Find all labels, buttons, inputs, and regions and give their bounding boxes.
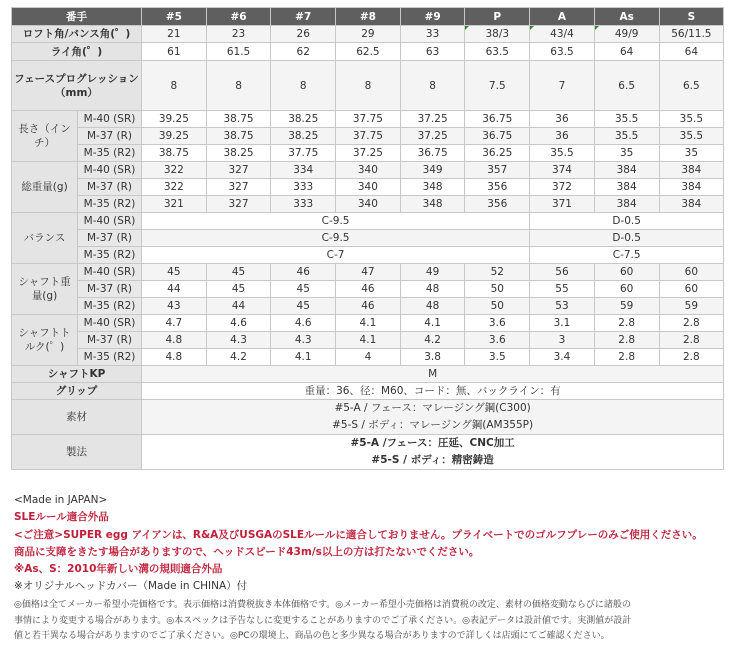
cell: 38.25 <box>271 111 336 128</box>
cell-balance-wedges: C-7.5 <box>530 247 724 264</box>
cell-balance-irons: C-9.5 <box>142 230 530 247</box>
cell-balance-irons: C-7 <box>142 247 530 264</box>
total-weight-row <box>12 196 724 213</box>
cell: 2.8 <box>594 332 659 349</box>
shaft-label: M-35 (R2) <box>78 298 142 315</box>
cell: 4.8 <box>142 349 207 366</box>
cell: 6.5 <box>659 61 724 111</box>
cell: 23 <box>206 26 271 43</box>
cell: 60 <box>594 264 659 281</box>
cell: 384 <box>594 196 659 213</box>
group-label-line1: シャフトト <box>18 327 71 339</box>
cell: 8 <box>400 61 465 111</box>
material-line1: #5-A / フェース：マレージング鋼(C300) <box>334 402 531 414</box>
cell: 3.5 <box>465 349 530 366</box>
shaft-label: M-37 (R) <box>78 179 142 196</box>
cell-flagged: 38/3 <box>465 26 530 43</box>
cell: 4.1 <box>336 315 401 332</box>
cell: 35.5 <box>659 111 724 128</box>
cell: 357 <box>465 162 530 179</box>
cell: 29 <box>336 26 401 43</box>
cell: 44 <box>206 298 271 315</box>
cell: 349 <box>400 162 465 179</box>
cell: 35 <box>594 145 659 162</box>
lie-row <box>12 43 724 61</box>
balance-row <box>12 213 724 230</box>
cell-wide <box>142 400 724 435</box>
groove-note: ※As、S：2010年新しい溝の規則適合外品 <box>14 563 223 576</box>
cell: 348 <box>400 179 465 196</box>
cell: 38.75 <box>142 145 207 162</box>
row-label: ロフト角/バンス角(゜) <box>12 26 142 43</box>
cell: 7 <box>530 61 595 111</box>
cell: 60 <box>659 281 724 298</box>
shaft-weight-row <box>12 281 724 298</box>
shaft-label: M-35 (R2) <box>78 349 142 366</box>
cell: 322 <box>142 162 207 179</box>
shaft-label: M-40 (SR) <box>78 315 142 332</box>
cell: 4.6 <box>206 315 271 332</box>
row-label: グリップ <box>12 383 142 400</box>
total-weight-row <box>12 162 724 179</box>
cell: 3.1 <box>530 315 595 332</box>
header-row <box>12 8 724 26</box>
notes-section <box>14 492 703 596</box>
cell: 327 <box>206 162 271 179</box>
spec-table <box>11 7 724 470</box>
length-row <box>12 145 724 162</box>
row-label: 素材 <box>12 400 142 435</box>
cell: 8 <box>336 61 401 111</box>
total-weight-row <box>12 179 724 196</box>
cell: 59 <box>594 298 659 315</box>
shaft-label: M-37 (R) <box>78 281 142 298</box>
cell: 38.25 <box>206 145 271 162</box>
cell: 327 <box>206 196 271 213</box>
group-label <box>12 264 78 315</box>
col-header: A <box>530 8 595 26</box>
shaft-label: M-40 (SR) <box>78 162 142 179</box>
balance-row <box>12 247 724 264</box>
cell-flagged: 43/4 <box>530 26 595 43</box>
cell: 327 <box>206 179 271 196</box>
row-label-line1: フェースプログレッション <box>14 72 139 85</box>
cell-balance-wedges: D-0.5 <box>530 230 724 247</box>
shaft-torque-row <box>12 349 724 366</box>
cell: 384 <box>659 179 724 196</box>
cell: 4.2 <box>206 349 271 366</box>
cell: 340 <box>336 162 401 179</box>
method-row <box>12 435 724 470</box>
cell: 64 <box>659 43 724 61</box>
group-label-line1: シャフト重 <box>18 276 71 288</box>
col-header: #6 <box>206 8 271 26</box>
shaft-label: M-35 (R2) <box>78 247 142 264</box>
cell: 62 <box>271 43 336 61</box>
cell: 3.8 <box>400 349 465 366</box>
made-in-note: <Made in JAPAN> <box>14 494 108 506</box>
cell: 4.1 <box>336 332 401 349</box>
sle-note: SLEルール適合外品 <box>14 511 109 524</box>
cell-balance-wedges: D-0.5 <box>530 213 724 230</box>
cell: 348 <box>400 196 465 213</box>
group-label-line2: ルク(゜) <box>24 341 65 353</box>
caution-note-2: 商品に支障をきたす場合がありますので、ヘッドスピード43m/s以上の方は打たないでください。 <box>14 545 480 558</box>
headcover-note: ※オリジナルヘッドカバー（Made in CHINA）付 <box>14 580 248 593</box>
cell: 4.8 <box>142 332 207 349</box>
cell-flagged: 49/9 <box>594 26 659 43</box>
fine-print-line: ◎価格は全てメーカー希望小売価格です。表示価格は消費税抜き本体価格です。◎メーカー希望小売価格は消費税の改定、素材の価格変動ならびに諸般の <box>14 600 631 610</box>
cell: 63 <box>400 43 465 61</box>
cell: 55 <box>530 281 595 298</box>
cell: 35.5 <box>594 128 659 145</box>
cell: 35 <box>659 145 724 162</box>
cell: 8 <box>206 61 271 111</box>
cell: 60 <box>594 281 659 298</box>
cell-wide <box>142 435 724 470</box>
cell: 39.25 <box>142 128 207 145</box>
cell: 340 <box>336 179 401 196</box>
cell: 4.1 <box>400 315 465 332</box>
cell: 372 <box>530 179 595 196</box>
shaft-label: M-35 (R2) <box>78 196 142 213</box>
cell: 7.5 <box>465 61 530 111</box>
cell: 4.6 <box>271 315 336 332</box>
cell: 37.25 <box>400 111 465 128</box>
cell: 4.1 <box>271 349 336 366</box>
cell: 35.5 <box>594 111 659 128</box>
method-line2: #5-S / ボディ：精密鋳造 <box>371 454 494 466</box>
balance-row <box>12 230 724 247</box>
length-row <box>12 111 724 128</box>
face-progression-row <box>12 61 724 111</box>
cell: 56 <box>530 264 595 281</box>
cell: 322 <box>142 179 207 196</box>
cell: 356 <box>465 196 530 213</box>
shaft-label: M-37 (R) <box>78 230 142 247</box>
cell: 36 <box>530 111 595 128</box>
cell: 46 <box>336 298 401 315</box>
cell: 36.75 <box>465 111 530 128</box>
cell: 64 <box>594 43 659 61</box>
shaft-label: M-37 (R) <box>78 332 142 349</box>
cell: 63.5 <box>465 43 530 61</box>
shaft-weight-row <box>12 298 724 315</box>
cell: 33 <box>400 26 465 43</box>
cell: 26 <box>271 26 336 43</box>
shaft-weight-row <box>12 264 724 281</box>
cell: 4 <box>336 349 401 366</box>
cell: 48 <box>400 298 465 315</box>
row-label <box>12 61 142 111</box>
cell: 50 <box>465 298 530 315</box>
cell: 45 <box>271 298 336 315</box>
group-label-line2: 量(g) <box>31 290 58 302</box>
cell-wide: M <box>142 366 724 383</box>
cell: 56/11.5 <box>659 26 724 43</box>
cell: 48 <box>400 281 465 298</box>
shaft-label: M-37 (R) <box>78 128 142 145</box>
cell: 39.25 <box>142 111 207 128</box>
method-line1: #5-A /フェース：圧延、CNC加工 <box>350 437 515 449</box>
cell: 384 <box>594 162 659 179</box>
row-label: ライ角(゜) <box>12 43 142 61</box>
cell: 37.25 <box>400 128 465 145</box>
shaft-label: M-40 (SR) <box>78 213 142 230</box>
grip-row <box>12 383 724 400</box>
cell: 37.25 <box>336 145 401 162</box>
fine-print-line: 値と若干異なる場合がありますのでご了承ください。◎PCの環境上、商品の色と多少異なる場合がありますので詳しくは店頭にてご確認ください。 <box>14 631 610 641</box>
cell: 333 <box>271 196 336 213</box>
cell: 53 <box>530 298 595 315</box>
col-header: #5 <box>142 8 207 26</box>
cell: 46 <box>271 264 336 281</box>
cell: 63.5 <box>530 43 595 61</box>
length-row <box>12 128 724 145</box>
cell: 36.75 <box>400 145 465 162</box>
cell: 43 <box>142 298 207 315</box>
shaft-label: M-35 (R2) <box>78 145 142 162</box>
row-label: 製法 <box>12 435 142 470</box>
cell: 4.7 <box>142 315 207 332</box>
cell: 61.5 <box>206 43 271 61</box>
cell: 371 <box>530 196 595 213</box>
cell: 21 <box>142 26 207 43</box>
cell: 384 <box>659 196 724 213</box>
cell: 61 <box>142 43 207 61</box>
col-header: As <box>594 8 659 26</box>
cell: 4.3 <box>206 332 271 349</box>
cell: 334 <box>271 162 336 179</box>
cell: 44 <box>142 281 207 298</box>
header-label: 番手 <box>12 8 142 26</box>
shaft-kp-row <box>12 366 724 383</box>
col-header: P <box>465 8 530 26</box>
cell: 3 <box>530 332 595 349</box>
cell: 36 <box>530 128 595 145</box>
col-header: #7 <box>271 8 336 26</box>
cell: 62.5 <box>336 43 401 61</box>
loft-row <box>12 26 724 43</box>
shaft-label: M-40 (SR) <box>78 111 142 128</box>
cell: 45 <box>206 264 271 281</box>
cell: 2.8 <box>659 315 724 332</box>
cell: 2.8 <box>594 315 659 332</box>
cell: 37.75 <box>336 128 401 145</box>
cell: 47 <box>336 264 401 281</box>
cell: 6.5 <box>594 61 659 111</box>
cell: 3.6 <box>465 315 530 332</box>
group-label: 長さ（インチ） <box>12 111 78 162</box>
fine-print <box>14 598 714 645</box>
cell: 36.25 <box>465 145 530 162</box>
cell: 8 <box>271 61 336 111</box>
row-label: シャフトKP <box>12 366 142 383</box>
col-header: #8 <box>336 8 401 26</box>
material-line2: #5-S / ボディ：マレージング鋼(AM355P) <box>332 419 534 431</box>
group-label: 総重量(g) <box>12 162 78 213</box>
cell: 38.75 <box>206 128 271 145</box>
cell: 356 <box>465 179 530 196</box>
cell: 45 <box>206 281 271 298</box>
cell: 35.5 <box>530 145 595 162</box>
shaft-torque-row <box>12 332 724 349</box>
row-label-line2: （mm） <box>55 86 98 99</box>
cell: 333 <box>271 179 336 196</box>
cell: 340 <box>336 196 401 213</box>
cell: 60 <box>659 264 724 281</box>
cell: 52 <box>465 264 530 281</box>
cell: 8 <box>142 61 207 111</box>
cell: 384 <box>594 179 659 196</box>
cell: 35.5 <box>659 128 724 145</box>
col-header: S <box>659 8 724 26</box>
cell: 4.2 <box>400 332 465 349</box>
shaft-label: M-40 (SR) <box>78 264 142 281</box>
cell: 36.75 <box>465 128 530 145</box>
shaft-torque-row <box>12 315 724 332</box>
fine-print-line: 事情により変更する場合があります。◎本スペックは予告なしに変更することがありますのでご了承ください。◎表記データは設計値です。実測値が設計 <box>14 615 632 626</box>
cell: 3.4 <box>530 349 595 366</box>
group-label <box>12 315 78 366</box>
cell: 374 <box>530 162 595 179</box>
cell: 2.8 <box>659 332 724 349</box>
cell: 321 <box>142 196 207 213</box>
cell: 59 <box>659 298 724 315</box>
cell: 50 <box>465 281 530 298</box>
cell: 45 <box>271 281 336 298</box>
cell: 384 <box>659 162 724 179</box>
cell: 38.75 <box>206 111 271 128</box>
cell: 37.75 <box>271 145 336 162</box>
cell: 45 <box>142 264 207 281</box>
cell: 2.8 <box>659 349 724 366</box>
cell: 2.8 <box>594 349 659 366</box>
cell: 38.25 <box>271 128 336 145</box>
caution-note: <ご注意>SUPER egg アイアンは、R&A及びUSGAのSLEルールに適合しておりません。プライベートでのゴルフプレーのみご使用ください。 <box>14 528 703 541</box>
cell-balance-irons: C-9.5 <box>142 213 530 230</box>
cell: 37.75 <box>336 111 401 128</box>
cell: 46 <box>336 281 401 298</box>
cell: 4.3 <box>271 332 336 349</box>
cell-wide: 重量：36、径：M60、コード：無、バックライン：有 <box>142 383 724 400</box>
col-header: #9 <box>400 8 465 26</box>
group-label: バランス <box>12 213 78 264</box>
material-row <box>12 400 724 435</box>
cell: 49 <box>400 264 465 281</box>
cell: 3.6 <box>465 332 530 349</box>
